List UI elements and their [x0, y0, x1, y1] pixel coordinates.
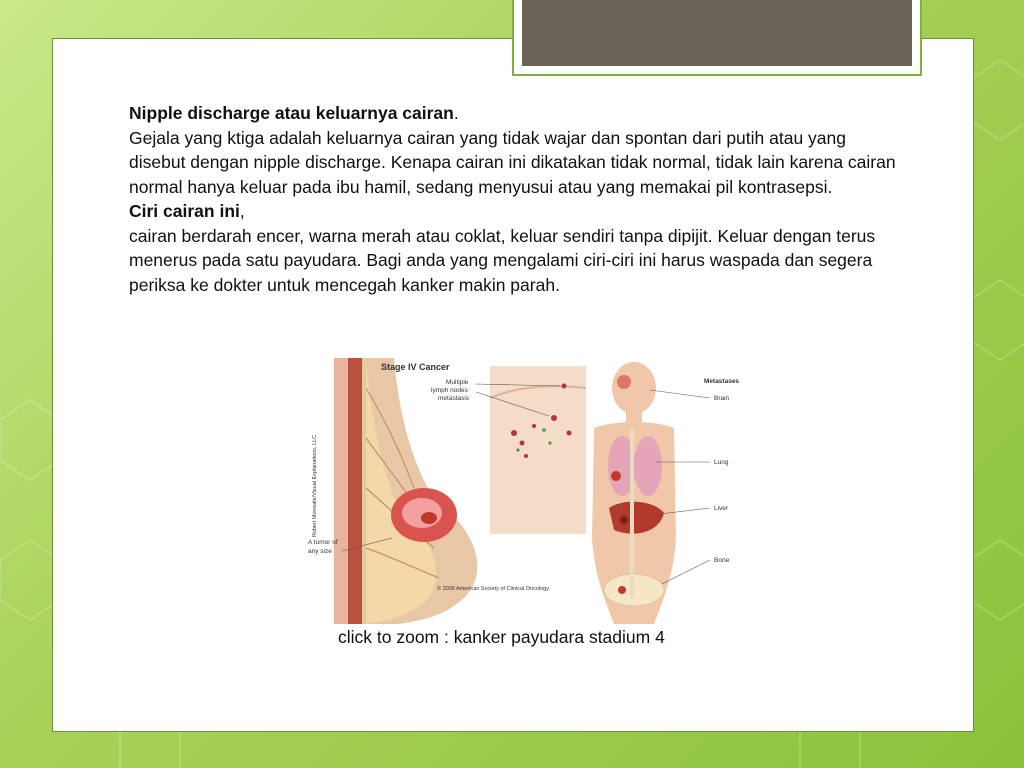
- figure-caption-zoom-link[interactable]: click to zoom : kanker payudara stadium 4: [338, 627, 665, 647]
- lymph-label-line-3: metastasis: [438, 395, 470, 402]
- heading-nipple-discharge-punct: .: [453, 103, 459, 123]
- heading-nipple-discharge: [129, 101, 899, 126]
- organ-label-liver: Liver: [714, 505, 729, 512]
- organ-label-brain: Brain: [714, 395, 730, 402]
- lymph-label-line-1: Multiple: [446, 379, 469, 386]
- heading-ciri-cairan: [129, 199, 899, 224]
- paragraph-characteristics: cairan berdarah encer, warna merah atau coklat, keluar sendiri tanpa dipijit. Keluar dengan terus menerus pada satu payudara. Bagi anda yang mengalami ciri-ciri ini harus waspada dan segera periksa ke dokter untuk mencegah kanker makin parah.: [129, 225, 876, 295]
- organ-label-lung: Lung: [714, 459, 729, 466]
- stage-iv-cancer-illustration[interactable]: [304, 358, 744, 624]
- organ-label-bone: Bone: [714, 557, 730, 564]
- title-placeholder-tab: [512, 0, 922, 76]
- tumor-label-line-2: any size: [308, 548, 332, 555]
- heading-nipple-discharge-text: Nipple discharge atau keluarnya cairan: [129, 103, 454, 123]
- figure-copyright: © 2005 American Society of Clinical Oncology: [437, 586, 549, 592]
- heading-ciri-cairan-text: Ciri cairan ini: [129, 201, 240, 221]
- metastases-title: Metastases: [704, 378, 740, 385]
- slide-body-text: [129, 101, 899, 297]
- lymph-label-line-2: lymph nodes: [431, 387, 468, 394]
- tumor-label-line-1: A tumor of: [308, 539, 338, 546]
- title-placeholder-bar: [522, 0, 912, 66]
- paragraph-symptom: Gejala yang ktiga adalah keluarnya cairan yang tidak wajar dan spontan dari putih atau yang disebut dengan nipple discharge. Kenapa cairan ini dikatakan tidak normal, tidak lain karena cairan normal hanya keluar pada ibu hamil, sedang menyusui atau yang memakai pil kontrasepsi.: [129, 127, 896, 197]
- figure-title: Stage IV Cancer: [381, 362, 450, 372]
- heading-ciri-cairan-punct: ,: [239, 201, 245, 221]
- figure-side-credit: Robert Morreale/Visual Explanations, LLC: [312, 434, 318, 538]
- body-metastases-drawing: [592, 362, 676, 624]
